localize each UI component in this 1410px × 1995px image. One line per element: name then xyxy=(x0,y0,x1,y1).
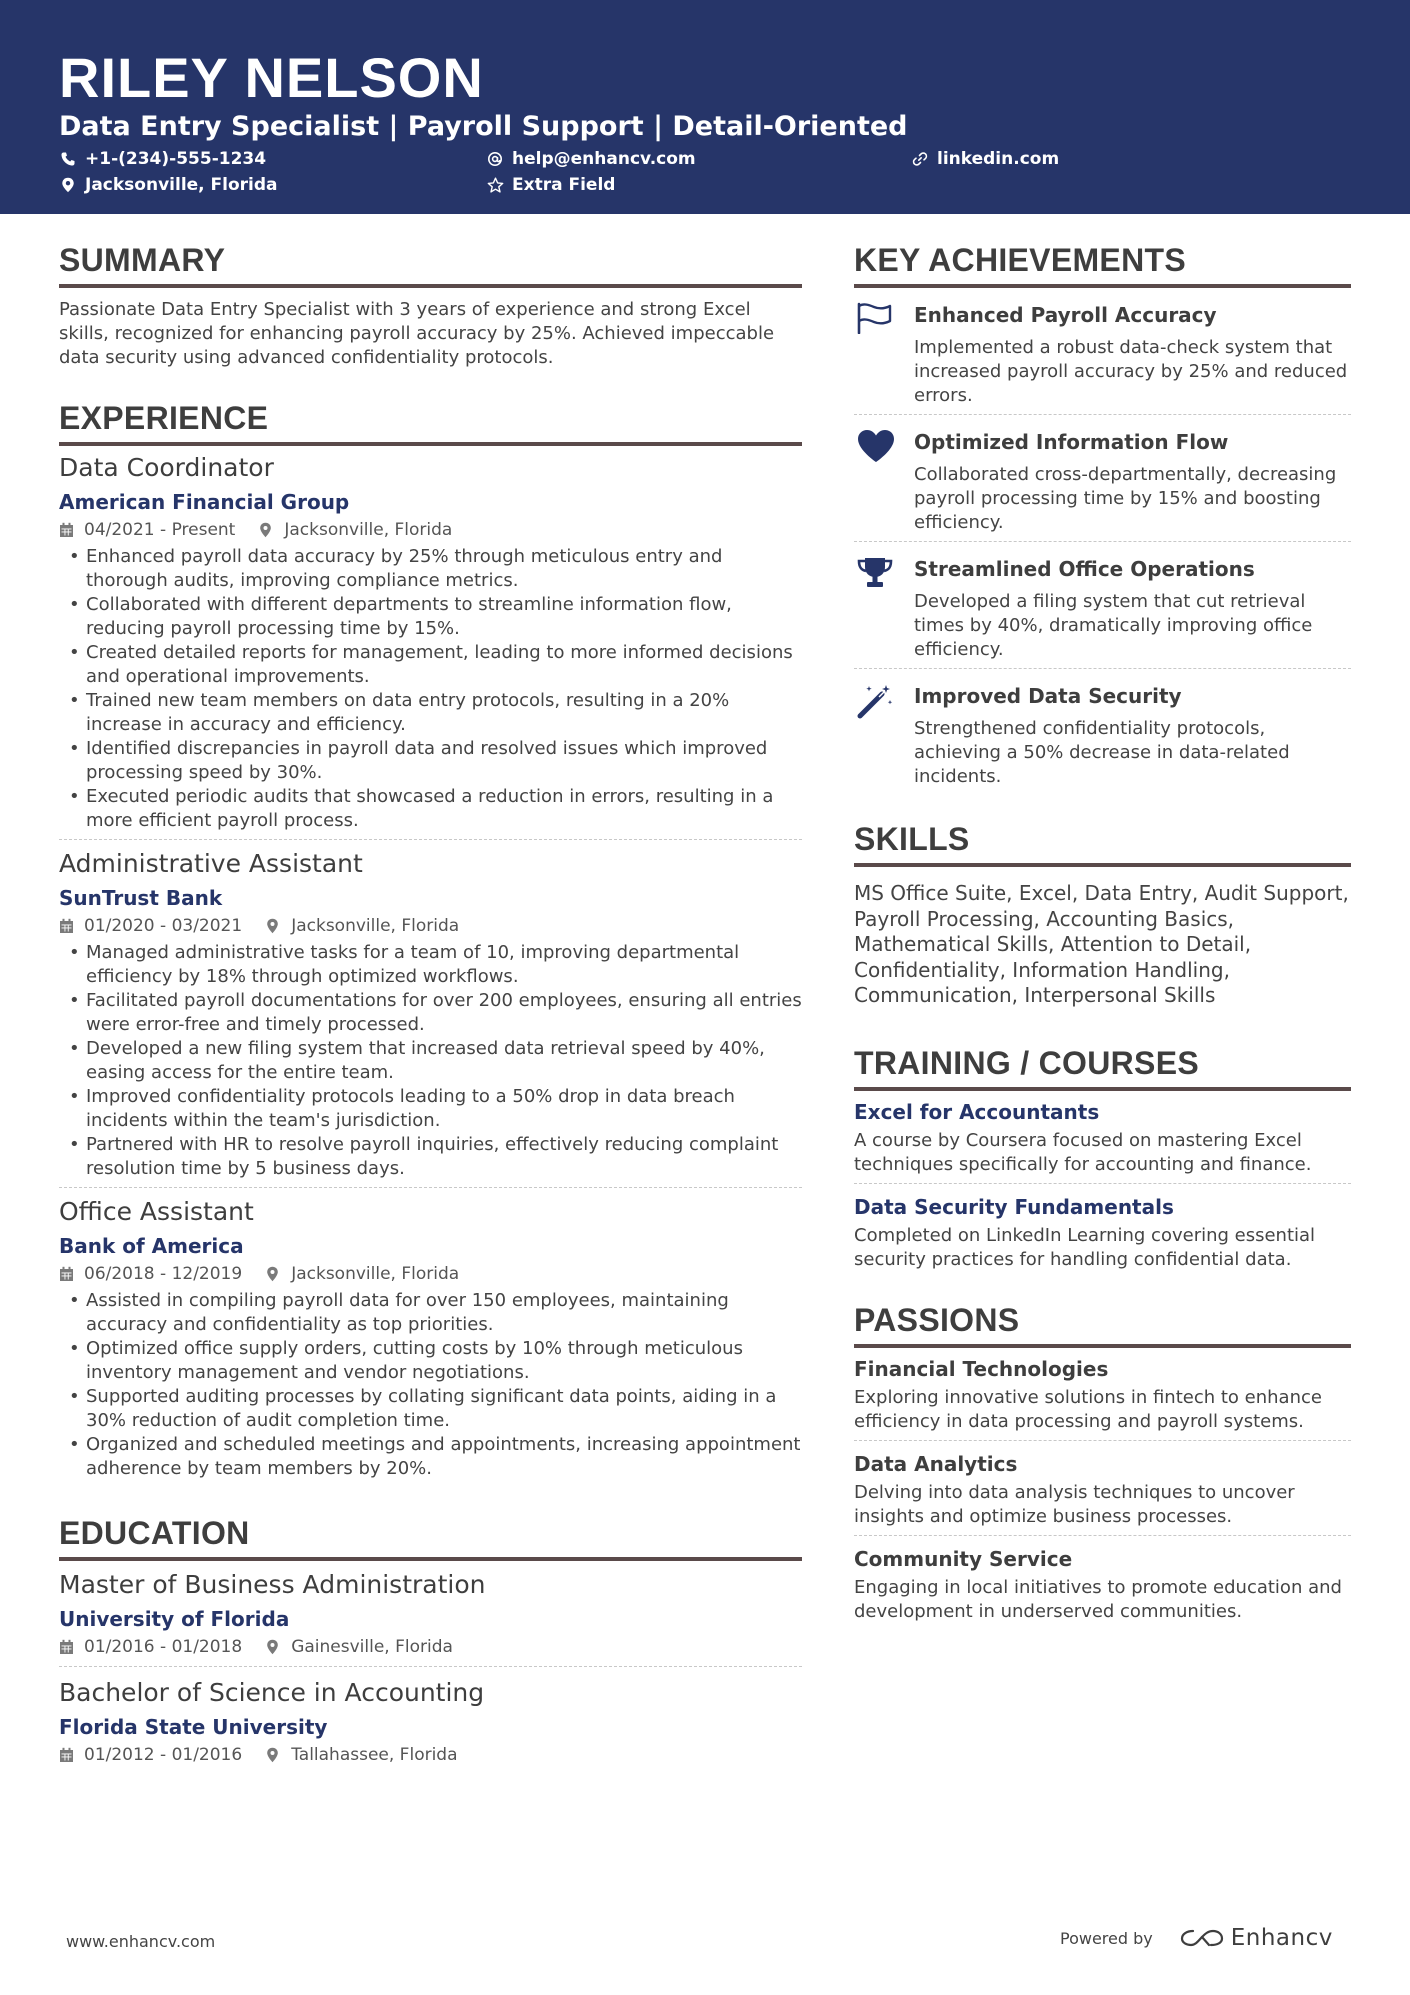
school-name: University of Florida xyxy=(59,1607,290,1631)
job-bullet: • Organized and scheduled meetings and appointments, increasing appointment adherence by team members by 20%. xyxy=(59,1433,802,1481)
school-name: Florida State University xyxy=(59,1715,328,1739)
footer-branding xyxy=(1060,1925,1333,1951)
magic-wand-icon xyxy=(854,683,914,789)
enhancv-logo[interactable] xyxy=(1179,1925,1333,1951)
brand-name: Enhancv xyxy=(1230,1925,1333,1951)
job-meta xyxy=(59,519,802,541)
passions-section xyxy=(854,1300,1351,1630)
education-dates: 01/2016 - 01/2018 xyxy=(84,1637,243,1657)
passions-heading: PASSIONS xyxy=(854,1300,1351,1348)
job-dates: 06/2018 - 12/2019 xyxy=(84,1264,243,1284)
company-name: Bank of America xyxy=(59,1234,244,1258)
course-item xyxy=(854,1183,1351,1278)
achievement-title: Improved Data Security xyxy=(914,684,1182,708)
location-pin-icon xyxy=(266,1639,282,1655)
education-meta xyxy=(59,1636,802,1658)
location-pin-icon xyxy=(266,918,282,934)
summary-section xyxy=(59,240,802,370)
company-name: American Financial Group xyxy=(59,490,350,514)
candidate-name: RILEY NELSON xyxy=(59,46,484,109)
training-heading: TRAINING / COURSES xyxy=(854,1043,1351,1091)
education-entry xyxy=(59,1569,802,1666)
summary-text: Passionate Data Entry Specialist with 3 years of experience and strong Excel skills, recognized for enhancing payroll accuracy by 25%. Achieved impeccable data security using advanced confidentiality protocols. xyxy=(59,299,775,368)
achievement-desc: Strengthened confidentiality protocols, achieving a 50% decrease in data-related incidents. xyxy=(914,718,1290,787)
contact-linkedin[interactable] xyxy=(911,148,1059,170)
job-bullet: • Supported auditing processes by collating significant data points, aiding in a 30% reduction of audit completion time. xyxy=(59,1385,802,1433)
education-meta xyxy=(59,1744,802,1766)
degree-title: Bachelor of Science in Accounting xyxy=(59,1678,485,1707)
experience-entry xyxy=(59,839,802,1187)
location-pin-icon xyxy=(266,1266,282,1282)
job-title: Office Assistant xyxy=(59,1197,254,1226)
achievement-body xyxy=(914,302,1351,408)
achievement-desc: Developed a filing system that cut retrieval times by 40%, dramatically improving office efficiency. xyxy=(914,591,1313,660)
left-column xyxy=(59,240,802,1774)
education-location: Gainesville, Florida xyxy=(291,1637,453,1657)
job-bullet: • Identified discrepancies in payroll data and resolved issues which improved processing speed by 30%. xyxy=(59,737,802,785)
passion-desc: Delving into data analysis techniques to uncover insights and optimize business processes. xyxy=(854,1481,1295,1527)
passion-desc: Exploring innovative solutions in fintech to enhance efficiency in data processing and payroll systems. xyxy=(854,1386,1322,1432)
company-name: SunTrust Bank xyxy=(59,886,223,910)
link-icon xyxy=(911,150,929,168)
phone-text: +1-(234)-555-1234 xyxy=(85,149,267,169)
footer-website-link[interactable]: www.enhancv.com xyxy=(66,1932,216,1951)
calendar-icon xyxy=(59,522,75,538)
job-bullet: • Improved confidentiality protocols leading to a 50% drop in data breach incidents within the team's jurisdiction. xyxy=(59,1085,802,1133)
achievement-body xyxy=(914,683,1351,789)
candidate-headline: Data Entry Specialist | Payroll Support | Detail-Oriented xyxy=(59,111,908,142)
job-meta xyxy=(59,915,802,937)
experience-heading: EXPERIENCE xyxy=(59,398,802,446)
education-heading: EDUCATION xyxy=(59,1513,802,1561)
education-location: Tallahassee, Florida xyxy=(291,1745,458,1765)
powered-by-text: Powered by xyxy=(1060,1928,1153,1948)
job-bullet: • Created detailed reports for management, leading to more informed decisions and operational improvements. xyxy=(59,641,802,689)
degree-title: Master of Business Administration xyxy=(59,1570,486,1599)
job-dates: 04/2021 - Present xyxy=(84,520,236,540)
achievements-heading: KEY ACHIEVEMENTS xyxy=(854,240,1351,288)
achievement-body xyxy=(914,556,1351,662)
skills-section xyxy=(854,819,1351,1009)
education-section xyxy=(59,1513,802,1774)
training-section xyxy=(854,1043,1351,1278)
calendar-icon xyxy=(59,1639,75,1655)
phone-icon xyxy=(59,150,77,168)
job-title: Administrative Assistant xyxy=(59,849,363,878)
job-bullet: • Facilitated payroll documentations for over 200 employees, ensuring all entries were error-free and timely processed. xyxy=(59,989,802,1037)
achievement-item xyxy=(854,541,1351,668)
enhancv-logo-icon xyxy=(1179,1926,1225,1950)
location-text: Jacksonville, Florida xyxy=(85,175,278,195)
contact-location xyxy=(59,174,278,196)
experience-entry xyxy=(59,452,802,839)
job-bullets xyxy=(59,1289,802,1481)
achievement-title: Optimized Information Flow xyxy=(914,430,1229,454)
job-location: Jacksonville, Florida xyxy=(284,520,453,540)
job-bullet: • Optimized office supply orders, cutting costs by 10% through meticulous inventory management and vendor negotiations. xyxy=(59,1337,802,1385)
experience-entry xyxy=(59,1187,802,1487)
job-location: Jacksonville, Florida xyxy=(291,916,460,936)
job-bullet: • Enhanced payroll data accuracy by 25% through meticulous entry and thorough audits, improving compliance metrics. xyxy=(59,545,802,593)
course-item xyxy=(854,1091,1351,1183)
job-bullet: • Collaborated with different departments to streamline information flow, reducing payroll processing time by 15%. xyxy=(59,593,802,641)
job-bullet: • Trained new team members on data entry protocols, resulting in a 20% increase in accuracy and efficiency. xyxy=(59,689,802,737)
job-bullet: • Executed periodic audits that showcased a reduction in errors, resulting in a more efficient payroll process. xyxy=(59,785,802,833)
trophy-icon xyxy=(854,556,914,662)
passion-item xyxy=(854,1440,1351,1535)
skills-heading: SKILLS xyxy=(854,819,1351,867)
at-icon xyxy=(486,150,504,168)
contact-phone[interactable] xyxy=(59,148,266,170)
course-title: Data Security Fundamentals xyxy=(854,1194,1174,1219)
contact-extra xyxy=(486,174,615,196)
location-pin-icon xyxy=(59,176,77,194)
achievement-title: Enhanced Payroll Accuracy xyxy=(914,303,1217,327)
passion-item xyxy=(854,1348,1351,1440)
job-meta xyxy=(59,1263,802,1285)
flag-icon xyxy=(854,302,914,408)
extra-field-text: Extra Field xyxy=(512,175,616,195)
calendar-icon xyxy=(59,1747,75,1763)
achievement-desc: Implemented a robust data-check system that increased payroll accuracy by 25% and reduced errors. xyxy=(914,337,1348,406)
course-desc: A course by Coursera focused on mastering Excel techniques specifically for accounting and finance. xyxy=(854,1129,1312,1175)
experience-section xyxy=(59,398,802,1487)
job-bullet: • Developed a new filing system that increased data retrieval speed by 40%, easing access for the entire team. xyxy=(59,1037,802,1085)
passion-title: Data Analytics xyxy=(854,1451,1018,1476)
course-desc: Completed on LinkedIn Learning covering essential security practices for handling confidential data. xyxy=(854,1224,1316,1270)
course-title: Excel for Accountants xyxy=(854,1099,1100,1124)
passion-desc: Engaging in local initiatives to promote education and development in underserved communities. xyxy=(854,1576,1342,1622)
location-pin-icon xyxy=(266,1747,282,1763)
contact-email[interactable] xyxy=(486,148,696,170)
passion-item xyxy=(854,1535,1351,1630)
achievement-item xyxy=(854,414,1351,541)
education-entry xyxy=(59,1666,802,1774)
achievement-item xyxy=(854,668,1351,795)
job-title: Data Coordinator xyxy=(59,453,274,482)
job-bullet: • Assisted in compiling payroll data for over 150 employees, maintaining accuracy and confidentiality as top priorities. xyxy=(59,1289,802,1337)
calendar-icon xyxy=(59,918,75,934)
passion-title: Community Service xyxy=(854,1546,1073,1571)
job-bullet: • Managed administrative tasks for a team of 10, improving departmental efficiency by 18% through optimized workflows. xyxy=(59,941,802,989)
resume-header xyxy=(0,0,1410,214)
achievement-desc: Collaborated cross-departmentally, decreasing payroll processing time by 15% and boosting efficiency. xyxy=(914,464,1337,533)
summary-heading: SUMMARY xyxy=(59,240,802,288)
linkedin-text: linkedin.com xyxy=(937,149,1060,169)
heart-icon xyxy=(854,429,914,535)
passion-title: Financial Technologies xyxy=(854,1356,1109,1381)
achievement-title: Streamlined Office Operations xyxy=(914,557,1255,581)
job-location: Jacksonville, Florida xyxy=(291,1264,460,1284)
calendar-icon xyxy=(59,1266,75,1282)
job-dates: 01/2020 - 03/2021 xyxy=(84,916,243,936)
right-column xyxy=(854,240,1351,1630)
location-pin-icon xyxy=(259,522,275,538)
email-text: help@enhancv.com xyxy=(512,149,696,169)
job-bullets xyxy=(59,545,802,833)
achievement-body xyxy=(914,429,1351,535)
education-dates: 01/2012 - 01/2016 xyxy=(84,1745,243,1765)
job-bullet: • Partnered with HR to resolve payroll inquiries, effectively reducing complaint resolution time by 5 business days. xyxy=(59,1133,802,1181)
skills-text: MS Office Suite, Excel, Data Entry, Audit Support, Payroll Processing, Accounting Basics, Mathematical Skills, Attention to Detail, Confidentiality, Information Handling, Communication, Interpersonal Skills xyxy=(854,881,1349,1007)
achievements-section xyxy=(854,240,1351,795)
achievement-item xyxy=(854,288,1351,414)
job-bullets xyxy=(59,941,802,1181)
star-icon xyxy=(486,176,504,194)
